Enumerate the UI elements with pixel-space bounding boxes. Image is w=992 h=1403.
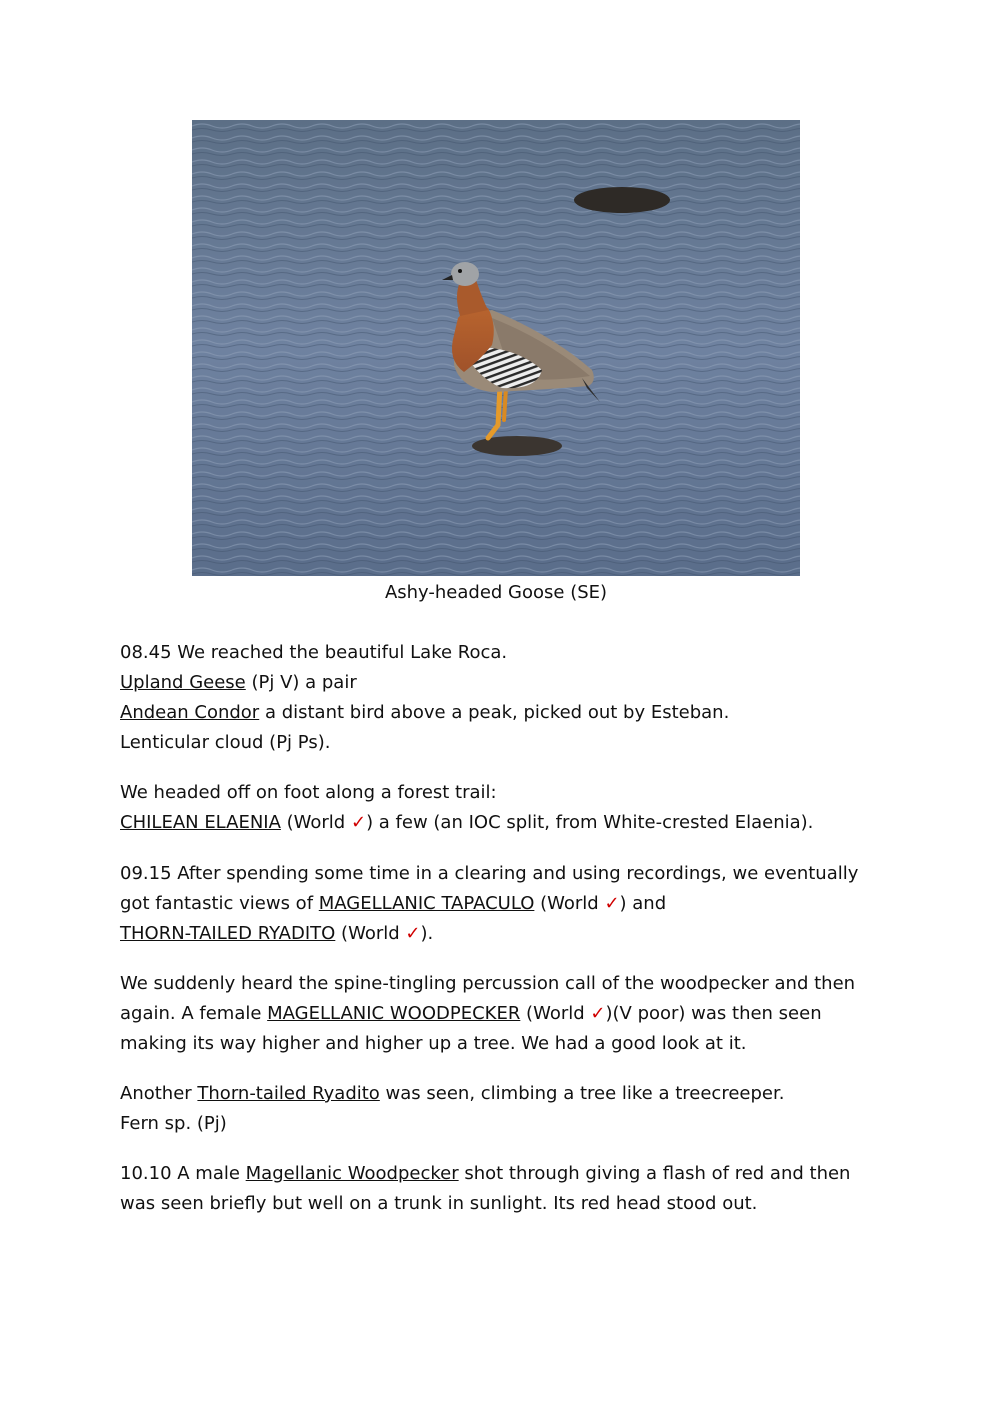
paragraph-woodpecker (120, 969, 890, 1059)
text-line: making its way higher and higher up a tree. We had a good look at it. (120, 1033, 747, 1054)
text-line: Andean Condor a distant bird above a peak, picked out by Esteban. (120, 702, 730, 723)
species-upland-geese: Upland Geese (120, 672, 246, 693)
check-icon: ✓ (405, 923, 421, 944)
text-line: Upland Geese (Pj V) a pair (120, 672, 357, 693)
species-andean-condor: Andean Condor (120, 702, 260, 723)
goose-photo (192, 120, 800, 576)
species-chilean-elaenia: CHILEAN ELAENIA (120, 812, 281, 833)
text-line: again. A female MAGELLANIC WOODPECKER (World ✓)(V poor) was then seen (120, 1003, 822, 1024)
rock-under-goose (472, 436, 562, 456)
paragraph-tapaculo (120, 859, 890, 949)
text-line: CHILEAN ELAENIA (World ✓) a few (an IOC split, from White-crested Elaenia). (120, 812, 814, 833)
text-line: Lenticular cloud (Pj Ps). (120, 732, 331, 753)
text-line: We headed off on foot along a forest trail: (120, 782, 497, 803)
text-line: THORN-TAILED RYADITO (World ✓). (120, 923, 434, 944)
goose-photo-svg (192, 120, 800, 576)
species-thorn-tailed-ryadito: Thorn-tailed Ryadito (197, 1083, 380, 1104)
text-line: 09.15 After spending some time in a clearing and using recordings, we eventually (120, 863, 859, 884)
check-icon: ✓ (604, 893, 620, 914)
text-line: was seen briefly but well on a trunk in sunlight. Its red head stood out. (120, 1193, 758, 1214)
text-line: We suddenly heard the spine-tingling percussion call of the woodpecker and then (120, 973, 856, 994)
check-icon: ✓ (350, 812, 367, 833)
paragraph-male-woodpecker (120, 1159, 890, 1219)
text-line: 10.10 A male Magellanic Woodpecker shot through giving a flash of red and then (120, 1163, 851, 1184)
text-line: Fern sp. (Pj) (120, 1113, 227, 1134)
distant-rock (574, 187, 670, 213)
paragraph-forest-trail (120, 778, 890, 838)
species-magellanic-woodpecker: MAGELLANIC WOODPECKER (267, 1003, 521, 1024)
photo-caption: Ashy-headed Goose (SE) (384, 582, 608, 603)
text-line: 08.45 We reached the beautiful Lake Roca. (120, 642, 508, 663)
paragraph-lake-roca (120, 638, 890, 758)
text-line: Another Thorn-tailed Ryadito was seen, climbing a tree like a treecreeper. (120, 1083, 785, 1104)
paragraph-another-ryadito (120, 1079, 890, 1139)
species-magellanic-tapaculo: MAGELLANIC TAPACULO (318, 893, 535, 914)
species-thorn-tailed-ryadito: THORN-TAILED RYADITO (120, 923, 336, 944)
check-icon: ✓ (590, 1003, 606, 1024)
text-line: got fantastic views of MAGELLANIC TAPACULO (World ✓) and (120, 893, 667, 914)
species-magellanic-woodpecker: Magellanic Woodpecker (245, 1163, 459, 1184)
